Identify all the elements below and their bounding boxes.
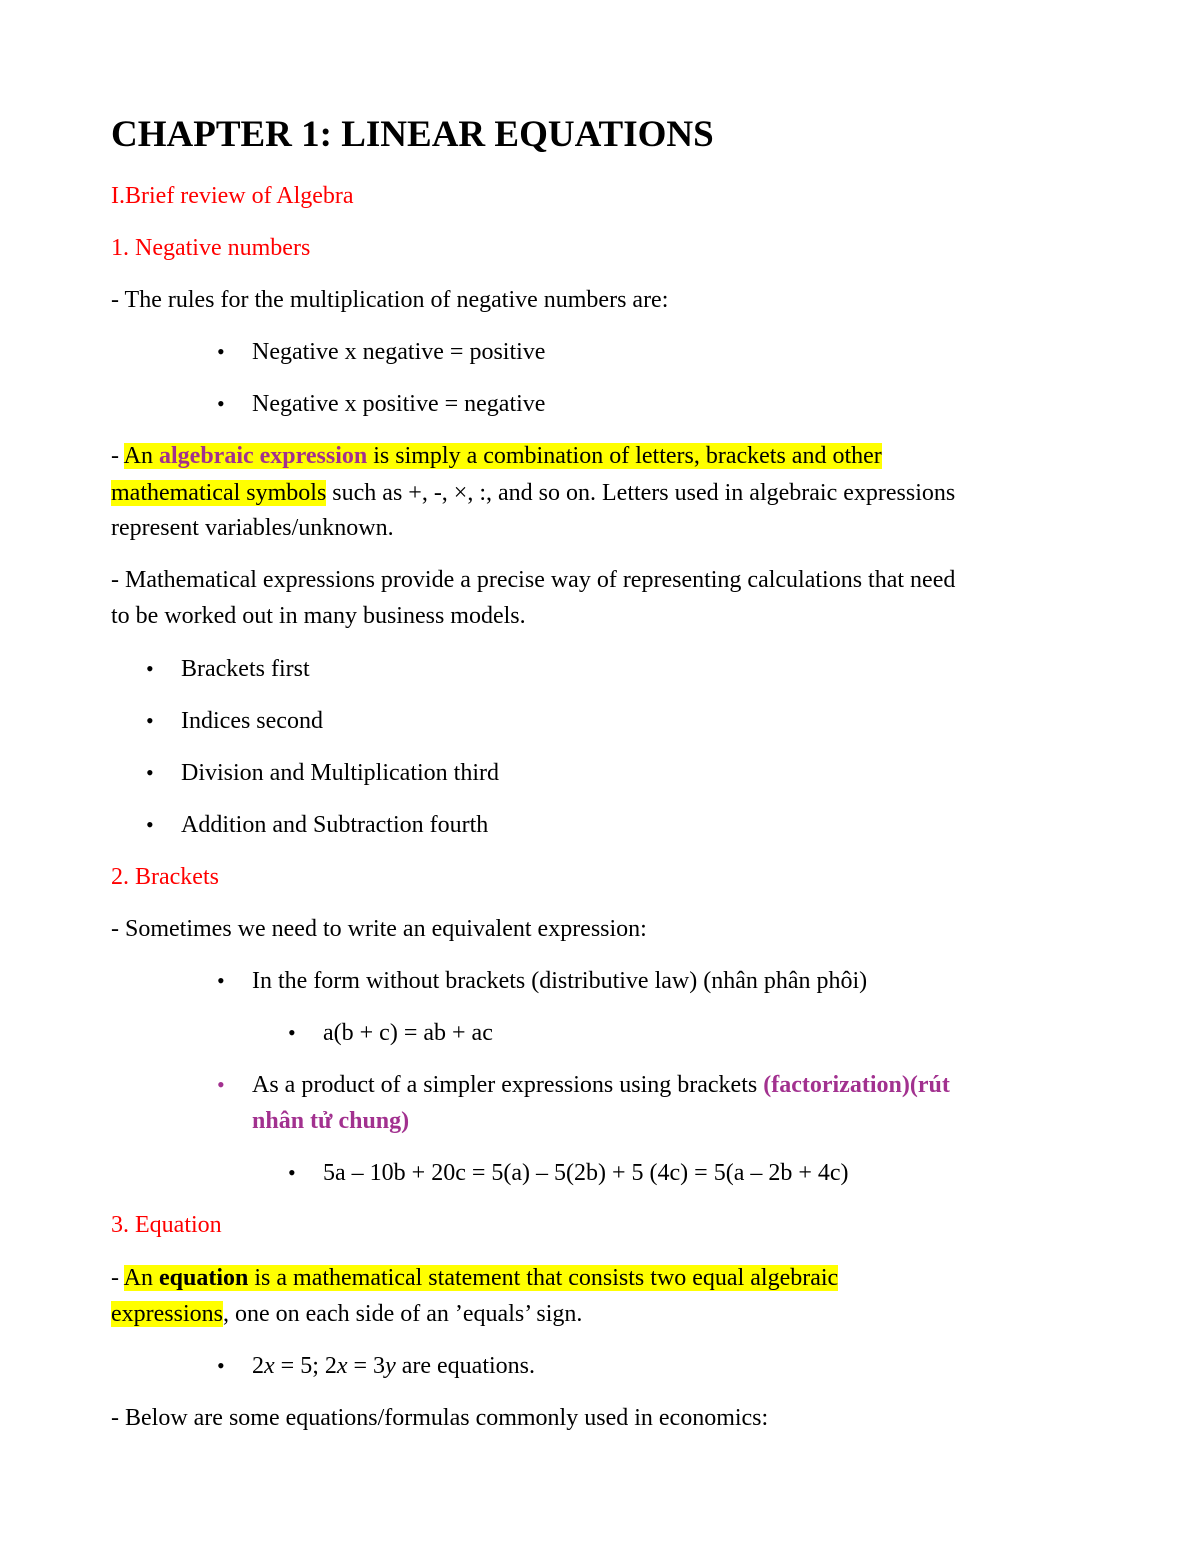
dash: - [111, 1265, 124, 1291]
bullet-icon: • [288, 1020, 296, 1045]
heading-brackets: 2. Brackets [111, 864, 219, 890]
variable-x: x [264, 1353, 275, 1379]
bullet-icon: • [217, 391, 225, 416]
math-expressions-paragraph-line-2: to be worked out in many business models. [111, 603, 526, 629]
order-item: Division and Multiplication third [181, 760, 499, 786]
highlighted-text: An [123, 443, 160, 469]
bullet-icon: • [146, 812, 154, 837]
rule-item: Negative x positive = negative [252, 391, 546, 417]
dash: - [111, 443, 124, 469]
factorization-example: 5a – 10b + 20c = 5(a) – 5(2b) + 5 (4c) = 5(a – 2b + 4c) [323, 1160, 849, 1186]
equation-paragraph-line-2 [111, 1296, 582, 1332]
highlighted-text: mathematical symbols [111, 480, 327, 506]
heading-negative-numbers: 1. Negative numbers [111, 235, 311, 261]
variable-x: x [336, 1353, 348, 1379]
math-expressions-paragraph-line-1: - Mathematical expressions provide a precise way of representing calculations that need [111, 567, 956, 593]
order-item: Addition and Subtraction fourth [181, 812, 489, 838]
term-equation: equation [159, 1265, 249, 1291]
example-text: = 3 [347, 1353, 386, 1379]
chapter-title: CHAPTER 1: LINEAR EQUATIONS [111, 114, 714, 155]
bullet-icon: • [146, 656, 154, 681]
highlighted-text: is a mathematical statement that consists two equal algebraic [248, 1265, 839, 1291]
algebraic-expression-paragraph-line-2 [111, 475, 955, 511]
item-text: As a product of a simpler expressions using brackets [252, 1072, 764, 1098]
section-heading-algebra-review: I.Brief review of Algebra [111, 183, 354, 209]
equation-paragraph-line-1 [111, 1260, 838, 1296]
highlighted-text: An [123, 1265, 160, 1291]
bullet-icon: • [146, 708, 154, 733]
highlighted-text: is simply a combination of letters, brackets and other [367, 443, 882, 469]
term-factorization: (factorization)(rút [763, 1072, 950, 1098]
paragraph-text: such as +, -, ×, :, and so on. Letters used in algebraic expressions [326, 480, 956, 506]
bullet-icon: • [288, 1160, 296, 1185]
example-text: = 5; 2 [274, 1353, 337, 1379]
bullet-icon: • [217, 339, 225, 364]
distributive-example: a(b + c) = ab + ac [323, 1020, 493, 1046]
bullet-icon: • [146, 760, 154, 785]
order-item: Indices second [181, 708, 323, 734]
distributive-law-item: In the form without brackets (distributive law) (nhân phân phôi) [252, 968, 868, 994]
negative-rules-intro: - The rules for the multiplication of negative numbers are: [111, 287, 669, 313]
example-text: are equations. [395, 1353, 535, 1379]
algebraic-expression-paragraph-line-1 [111, 438, 882, 474]
brackets-intro: - Sometimes we need to write an equivalent expression: [111, 916, 647, 942]
example-text: 2 [252, 1353, 264, 1379]
bullet-icon: • [217, 968, 225, 993]
heading-equation: 3. Equation [111, 1212, 222, 1238]
highlighted-text: expressions [111, 1301, 223, 1327]
economics-formulas-intro: - Below are some equations/formulas commonly used in economics: [111, 1405, 769, 1431]
variable-y: y [385, 1353, 396, 1379]
rule-item: Negative x negative = positive [252, 339, 546, 365]
term-algebraic-expression: algebraic expression [159, 443, 368, 469]
algebraic-expression-paragraph-line-3: represent variables/unknown. [111, 515, 394, 541]
paragraph-text: , one on each side of an ’equals’ sign. [222, 1301, 583, 1327]
equation-example [252, 1348, 535, 1384]
order-item: Brackets first [181, 656, 310, 682]
bullet-icon: • [217, 1353, 225, 1378]
factorization-item-line-2: nhân tử chung) [252, 1108, 410, 1134]
bullet-icon: • [217, 1072, 225, 1097]
factorization-item-line-1 [252, 1067, 950, 1103]
